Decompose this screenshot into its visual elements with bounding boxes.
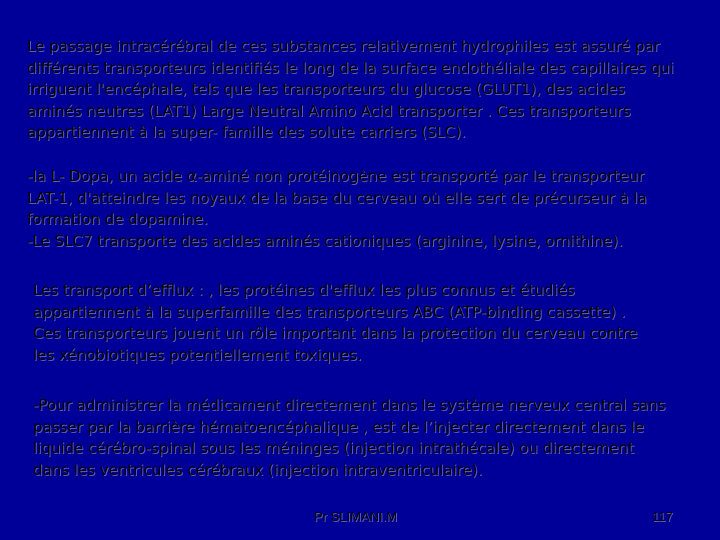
text-line: LAT-1, d'atteindre les noyaux de la base du cerveau où elle sert de précurseur à la — [27, 188, 647, 207]
text-line: aminés neutres (LAT1) Large Neutral Amino Acid transporter . Ces transporteurs — [27, 101, 631, 120]
text-line: appartiennent à la super- famille des solute carriers (SLC). — [27, 123, 466, 141]
text-line: appartiennent à la superfamille des transporteurs ABC (ATP-binding cassette) . — [33, 302, 626, 321]
text-line: passer par la barrière hématoencéphalique , est de l’injecter directement dans le — [33, 417, 645, 436]
paragraph-brain-transport — [27, 36, 674, 144]
text-line: irriguent l'encéphale, tels que les transporteurs du glucose (GLUT1), des acides — [27, 80, 626, 98]
text-line: -Pour administrer la médicament directement dans le système nerveux central sans — [33, 396, 666, 414]
paragraph-administration — [33, 395, 665, 481]
text-line: Le passage intracérébral de ces substances relativement hydrophiles est assuré par — [27, 37, 660, 55]
text-line: -la L- Dopa, un acide α-aminé non protéinogène est transporté par le transporteur — [27, 167, 645, 185]
text-line: dans les ventricules cérébraux (injection intraventriculaire). — [33, 460, 483, 479]
text-line: Les transport d’efflux : , les protéines d'efflux les plus connus et étudiés — [33, 281, 575, 299]
text-line: différents transporteurs identifiés le long de la surface endothéliale des capillaires qui — [27, 58, 674, 77]
text-line: -Le SLC7 transporte des acides aminés cationiques (arginine, lysine, ornithine). — [27, 231, 623, 250]
footer-author: Pr SLIMANI.M — [314, 509, 398, 524]
text-line: les xénobiotiques potentiellement toxiques. — [33, 345, 362, 364]
text-line: formation de dopamine. — [27, 210, 208, 228]
text-line: liquide cérébro-spinal sous les méninges (injection intrathécale) ou directement — [33, 439, 634, 457]
paragraph-l-dopa — [27, 166, 647, 252]
page-number: 117 — [652, 509, 673, 524]
paragraph-efflux — [33, 280, 637, 366]
text-line: Ces transporteurs jouent un rôle important dans la protection du cerveau contre — [33, 324, 638, 342]
